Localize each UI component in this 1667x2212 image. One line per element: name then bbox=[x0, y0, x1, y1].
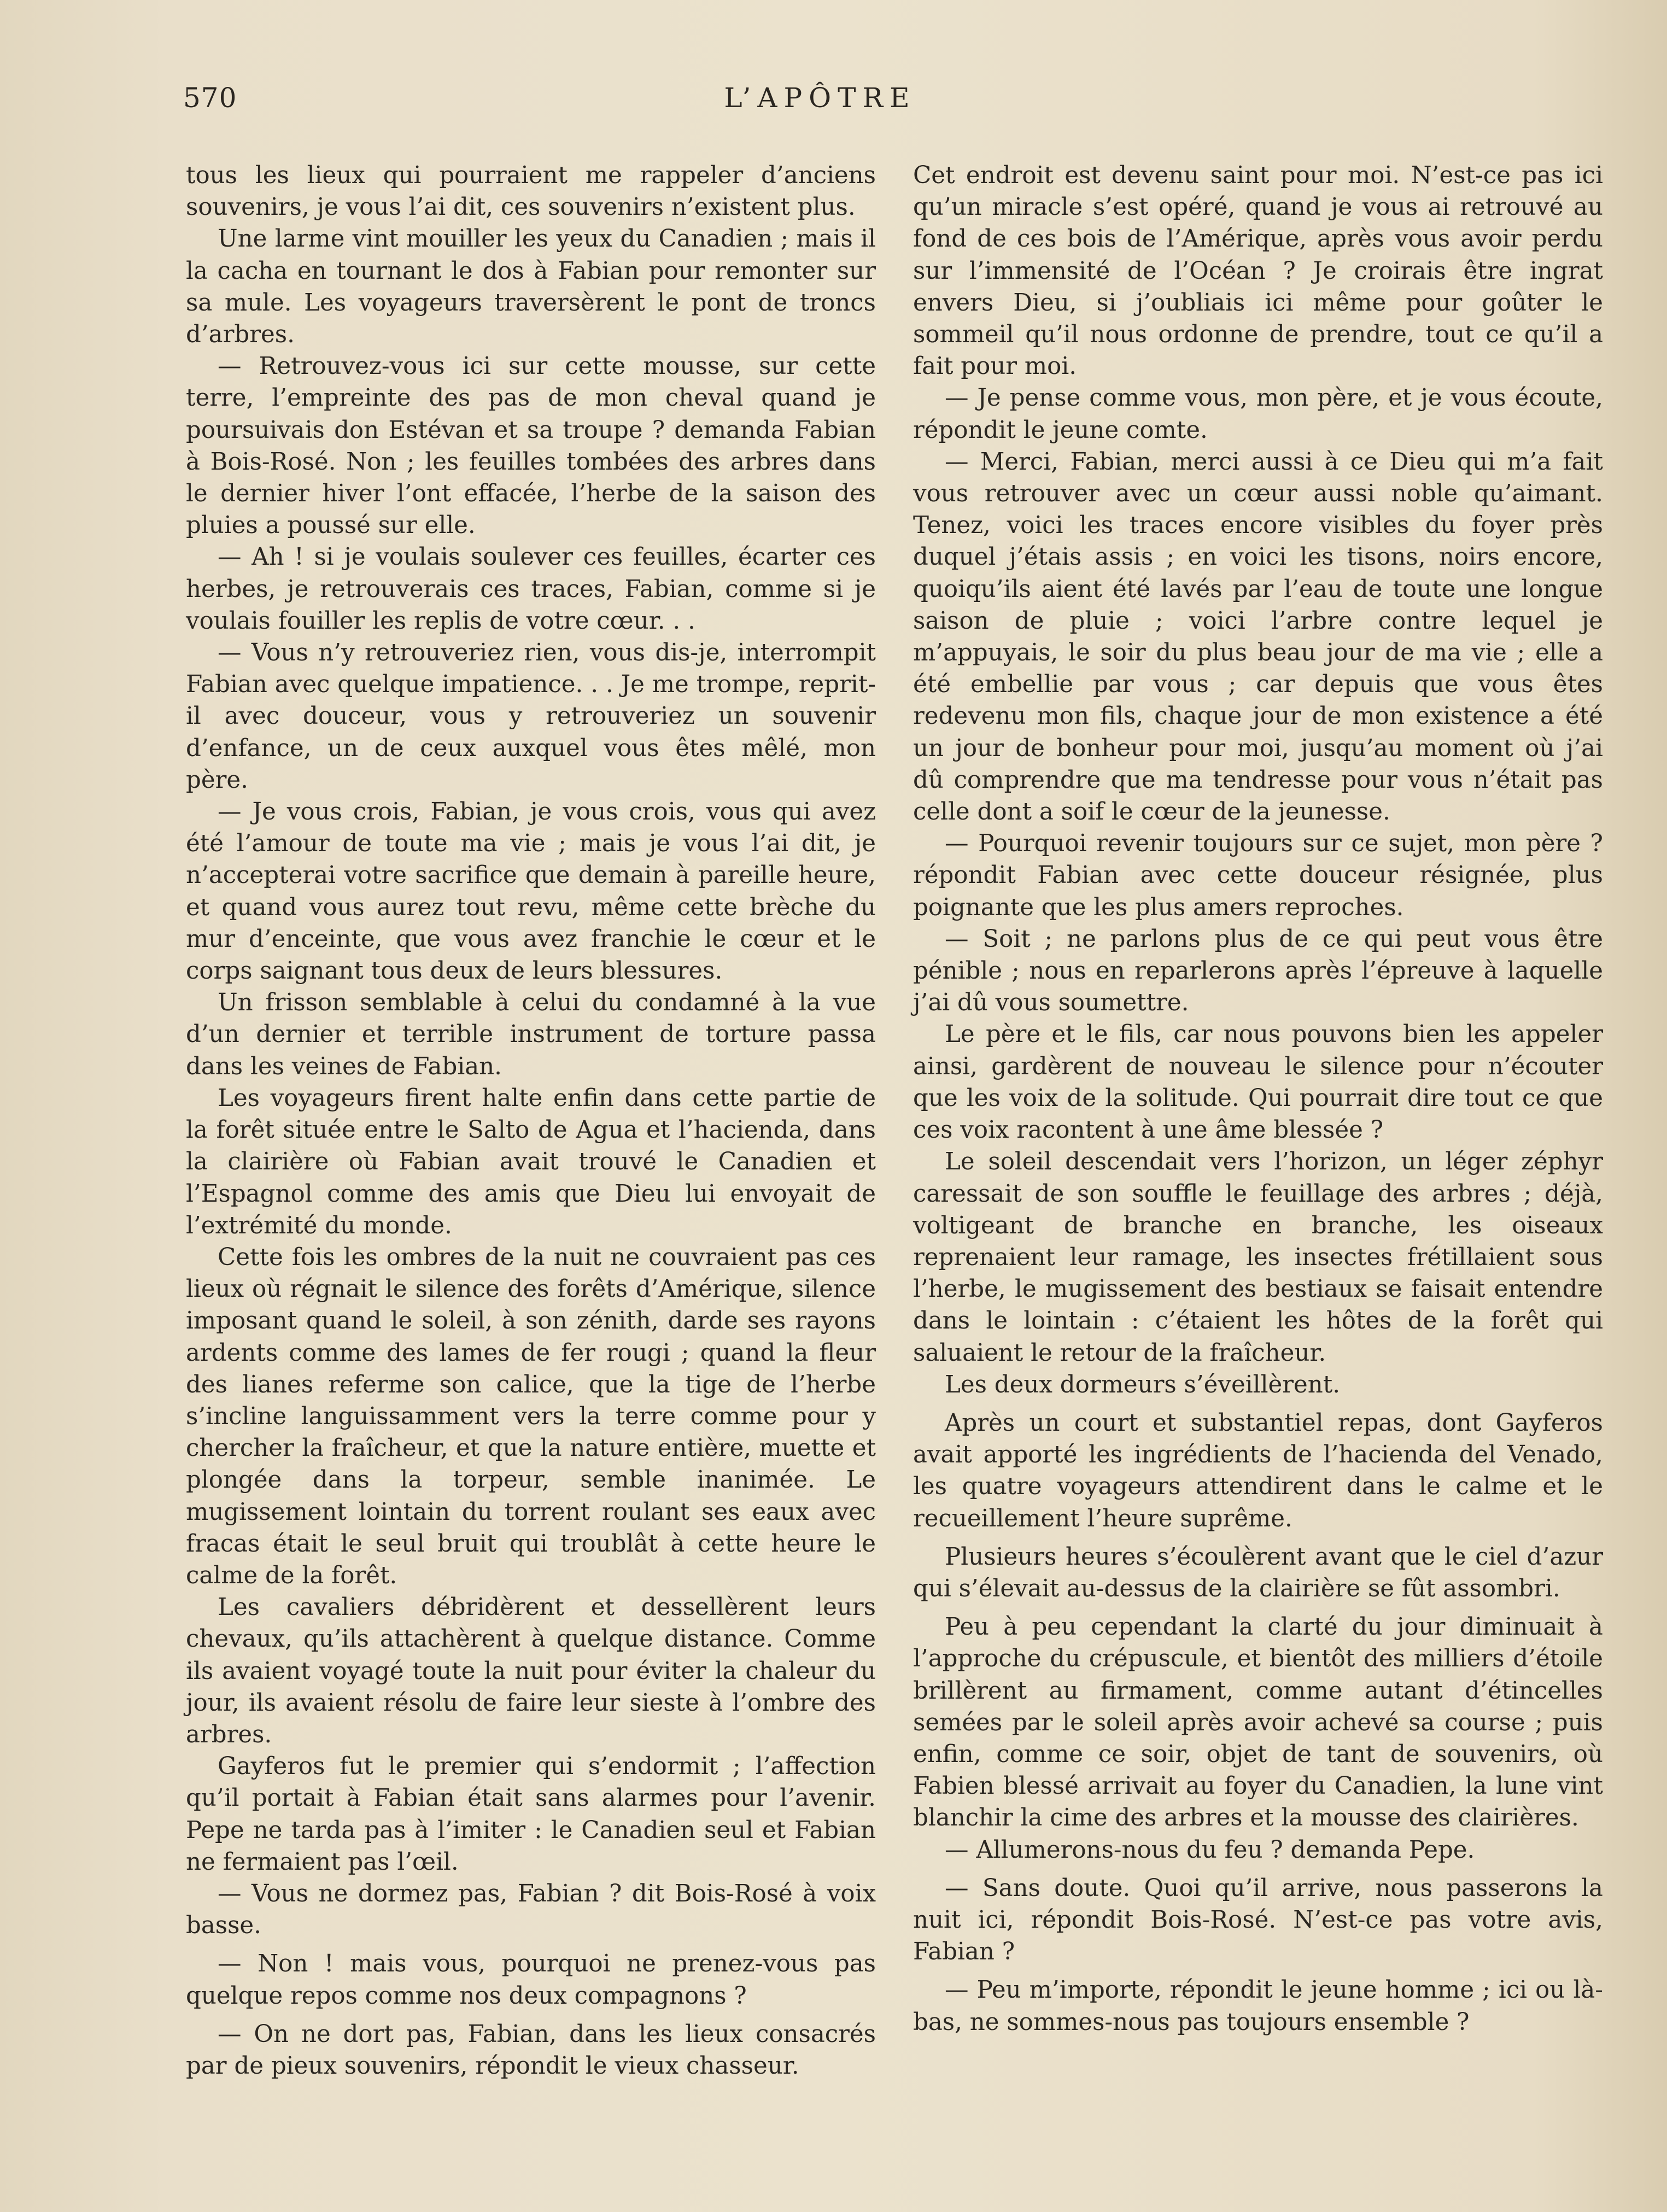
paragraph: — Peu m’importe, répondit le jeune homme ; ici ou là-bas, ne sommes-nous pas toujours ensemble ? bbox=[913, 1976, 1603, 2036]
paragraph: — Sans doute. Quoi qu’il arrive, nous passerons la nuit ici, répondit Bois-Rosé. N’est-ce pas votre avis, Fabian ? bbox=[913, 1874, 1603, 1966]
left-column bbox=[186, 160, 876, 2082]
paragraph: Le père et le fils, car nous pouvons bien les appeler ainsi, gardèrent de nouveau le silence pour n’écouter que les voix de la solitude. Qui pourrait dire tout ce que ces voix racontent à une âme blessée ? bbox=[913, 1021, 1603, 1144]
paragraph: — Retrouvez-vous ici sur cette mousse, sur cette terre, l’empreinte des pas de mon cheval quand je poursuivais don Estévan et sa troupe ? demanda Fabian à Bois-Rosé. Non ; les feuilles tombées des arbres dans le dernier hiver l’ont effacée, l’herbe de la saison des pluies a poussé sur elle. bbox=[186, 353, 876, 540]
right-column bbox=[913, 160, 1603, 2038]
paragraph: — Non ! mais vous, pourquoi ne prenez-vous pas quelque repos comme nos deux compagnons ? bbox=[186, 1950, 876, 2010]
paragraph: Le soleil descendait vers l’horizon, un léger zéphyr caressait de son souffle le feuillage des arbres ; déjà, voltigeant de branche en branche, les oiseaux reprenaient leur ramage, les insectes frétillaient sous l’herbe, le mugissement des bestiaux se faisait entendre dans le lointain : c’étaient les hôtes de la forêt qui saluaient le retour de la fraîcheur. bbox=[913, 1148, 1603, 1367]
paragraph: — Soit ; ne parlons plus de ce qui peut vous être pénible ; nous en reparlerons après l’épreuve à laquelle j’ai dû vous soumettre. bbox=[913, 925, 1603, 1017]
paragraph: — Vous n’y retrouveriez rien, vous dis-je, interrompit Fabian avec quelque impatience. . . Je me trompe, reprit-il avec douceur, vous y retrouveriez un souvenir d’enfance, un de ceux auxquel vous êtes mêlé, mon père. bbox=[186, 639, 876, 794]
paragraph: Peu à peu cependant la clarté du jour diminuait à l’approche du crépuscule, et bientôt des milliers d’étoile brillèrent au firmament, comme autant d’étincelles semées par le soleil après avoir achevé sa course ; puis enfin, comme ce soir, objet de tant de souvenirs, où Fabien blessé arrivait au foyer du Canadien, la lune vint blanchir la cime des arbres et la mousse des clairières. bbox=[913, 1613, 1603, 1832]
paragraph: — On ne dort pas, Fabian, dans les lieux consacrés par de pieux souvenirs, répondit le vieux chasseur. bbox=[186, 2020, 876, 2080]
paragraph: tous les lieux qui pourraient me rappeler d’anciens souvenirs, je vous l’ai dit, ces souvenirs n’existent plus. bbox=[186, 162, 876, 221]
paragraph: Plusieurs heures s’écoulèrent avant que le ciel d’azur qui s’élevait au-dessus de la clairière se fût assombri. bbox=[913, 1543, 1603, 1602]
paragraph: Gayferos fut le premier qui s’endormit ; l’affection qu’il portait à Fabian était sans alarmes pour l’avenir. Pepe ne tarda pas à l’imiter : le Canadien seul et Fabian ne fermaient pas l’œil. bbox=[186, 1753, 876, 1876]
page-header bbox=[183, 82, 1457, 126]
paragraph: Après un court et substantiel repas, dont Gayferos avait apporté les ingrédients de l’hacienda del Venado, les quatre voyageurs attendirent dans le calme et le recueillement l’heure suprême. bbox=[913, 1409, 1603, 1532]
paragraph: — Pourquoi revenir toujours sur ce sujet, mon père ? répondit Fabian avec cette douceur résignée, plus poignante que les plus amers reproches. bbox=[913, 830, 1603, 921]
paragraph: Les deux dormeurs s’éveillèrent. bbox=[945, 1371, 1341, 1398]
page-number: 570 bbox=[183, 82, 237, 114]
paragraph: — Ah ! si je voulais soulever ces feuilles, écarter ces herbes, je retrouverais ces traces, Fabian, comme si je voulais fouiller les replis de votre cœur. . . bbox=[186, 543, 876, 635]
paragraph: — Merci, Fabian, merci aussi à ce Dieu qui m’a fait vous retrouver avec un cœur aussi noble qu’aimant. Tenez, voici les traces encore visibles du foyer près duquel j’étais assis ; en voici les tisons, noirs encore, quoiqu’ils aient été lavés par l’eau de toute une longue saison de pluie ; voici l’arbre contre lequel je m’appuyais, le soir du plus beau jour de ma vie ; elle a été embellie par vous ; car depuis que vous êtes redevenu mon fils, chaque jour de mon existence a été un jour de bonheur pour moi, jusqu’au moment où j’ai dû comprendre que ma tendresse pour vous n’était pas celle dont a soif le cœur de la jeunesse. bbox=[913, 448, 1603, 826]
paragraph: Un frisson semblable à celui du condamné à la vue d’un dernier et terrible instrument de torture passa dans les veines de Fabian. bbox=[186, 989, 876, 1080]
paragraph: — Vous ne dormez pas, Fabian ? dit Bois-Rosé à voix basse. bbox=[186, 1880, 876, 1940]
paragraph: — Je vous crois, Fabian, je vous crois, vous qui avez été l’amour de toute ma vie ; mais je vous l’ai dit, je n’accepterai votre sacrifice que demain à pareille heure, et quand vous aurez tout revu, même cette brèche du mur d’enceinte, que vous avez franchie le cœur et le corps saignant tous deux de leurs blessures. bbox=[186, 798, 876, 985]
paragraph: Cette fois les ombres de la nuit ne couvraient pas ces lieux où régnait le silence des forêts d’Amérique, silence imposant quand le soleil, à son zénith, darde ses rayons ardents comme des lames de fer rougi ; quand la fleur des lianes referme son calice, que la tige de l’herbe s’incline languissamment vers la terre comme pour y chercher la fraîcheur, et que la nature entière, muette et plongée dans la torpeur, semble inanimée. Le mugissement lointain du torrent roulant ses eaux avec fracas était le seul bruit qui troublât à cette heure le calme de la forêt. bbox=[186, 1243, 876, 1589]
paragraph: — Je pense comme vous, mon père, et je vous écoute, répondit le jeune comte. bbox=[913, 384, 1603, 444]
running-title: L’APÔTRE bbox=[724, 82, 916, 114]
paragraph: Cet endroit est devenu saint pour moi. N’est-ce pas ici qu’un miracle s’est opéré, quand je vous ai retrouvé au fond de ces bois de l’Amérique, après vous avoir perdu sur l’immensité de l’Océan ? Je croirais être ingrat envers Dieu, si j’oubliais ici même pour goûter le sommeil qu’il nous ordonne de prendre, tout ce qu’il a fait pour moi. bbox=[913, 162, 1603, 381]
paragraph: Les voyageurs firent halte enfin dans cette partie de la forêt située entre le Salto de Agua et l’hacienda, dans la clairière où Fabian avait trouvé le Canadien et l’Espagnol comme des amis que Dieu lui envoyait de l’extrémité du monde. bbox=[186, 1084, 876, 1239]
paragraph: — Allumerons-nous du feu ? demanda Pepe. bbox=[945, 1836, 1475, 1864]
paragraph: Une larme vint mouiller les yeux du Canadien ; mais il la cacha en tournant le dos à Fabian pour remonter sur sa mule. Les voyageurs traversèrent le pont de troncs d’arbres. bbox=[186, 225, 876, 349]
paragraph: Les cavaliers débridèrent et dessellèrent leurs chevaux, qu’ils attachèrent à quelque distance. Comme ils avaient voyagé toute la nuit pour éviter la chaleur du jour, ils avaient résolu de faire leur sieste à l’ombre des arbres. bbox=[186, 1594, 876, 1748]
